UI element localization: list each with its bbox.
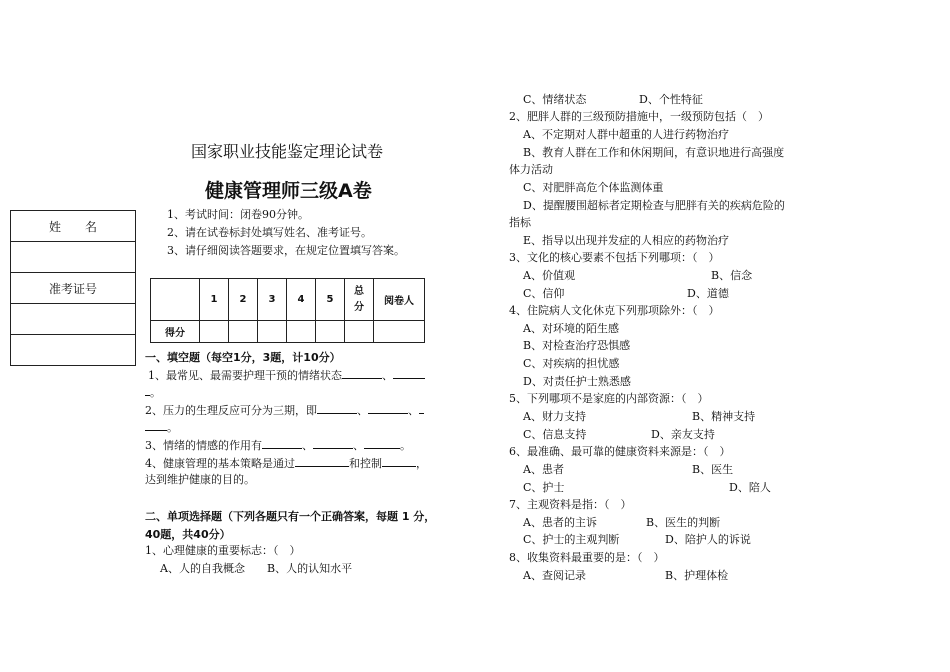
mc-question-3: 3、文化的核心要素不包括下列哪项：（ ） [509,251,720,264]
mc-option: B、人的认知水平 [267,562,353,575]
mc-option: B、对检查治疗恐惧感 [523,339,631,352]
mc-option: B、精神支持 [692,410,756,423]
score-col-grader: 阅卷人 [374,279,425,321]
mc-option: B、医生的判断 [646,516,721,529]
mc-option: D、陪人 [729,481,771,494]
mc-option: D、道德 [687,287,729,300]
score-cell[interactable] [200,321,229,343]
total-label-1: 总 [354,285,364,297]
score-cell[interactable] [345,321,374,343]
instruction-2: 2、请在试卷标封处填写姓名、准考证号。 [167,226,372,239]
mc-option: C、信仰 [523,287,565,300]
mc-option: C、护士的主观判断 [523,533,620,546]
score-cell[interactable] [258,321,287,343]
mc-option-cont: 体力活动 [509,163,553,176]
mc-option: C、护士 [523,481,565,494]
score-corner-cell [151,279,200,321]
section2-heading-1: 二、单项选择题（下列各题只有一个正确答案，每题 1 分， [145,510,436,523]
score-cell[interactable] [287,321,316,343]
mc-question-7: 7、主观资料是指：（ ） [509,498,632,511]
name-field[interactable] [11,242,136,273]
mc-option: C、情绪状态 [523,93,587,106]
question-2-cont: 。 [145,419,178,435]
candidate-info-table [10,210,136,366]
question-3: 3、情绪的情感的作用有 、 、 。 [145,439,411,452]
mc-option: B、信念 [711,269,753,282]
mc-question-6: 6、最准确、最可靠的健康资料来源是：（ ） [509,445,731,458]
score-cell[interactable] [316,321,345,343]
exam-id-field[interactable] [11,304,136,335]
question-4-cont: 达到维护健康的目的。 [145,473,255,486]
score-row-label: 得分 [151,321,200,343]
score-col-2: 2 [229,279,258,321]
question-1-cont: 。 [145,384,161,400]
mc-option: A、查阅记录 [523,569,586,582]
score-col-4: 4 [287,279,316,321]
score-cell[interactable] [229,321,258,343]
section1-heading: 一、填空题（每空1分，3题，计10分） [145,351,341,364]
mc-option-cont: 指标 [509,216,531,229]
mc-question-8: 8、收集资料最重要的是：（ ） [509,551,665,564]
question-2: 2、压力的生理反应可分为三期，即 、 、 [145,402,424,418]
mc-question-5: 5、下列哪项不是家庭的内部资源：（ ） [509,392,709,405]
score-col-1: 1 [200,279,229,321]
mc-option: D、提醒腰围超标者定期检查与肥胖有关的疾病危险的 [523,199,785,212]
blank-cell [11,335,136,366]
section2-heading-2: 40题，共40分） [145,528,231,541]
mc-option: B、护理体检 [665,569,729,582]
total-label-2: 分 [354,301,364,313]
mc-option: B、教育人群在工作和休闲期间，有意识地进行高强度 [523,146,785,159]
score-table [150,278,425,343]
mc-option: C、信息支持 [523,428,587,441]
mc-option: B、医生 [692,463,734,476]
mc-option: A、人的自我概念 [160,562,245,575]
score-col-5: 5 [316,279,345,321]
mc-option: A、财力支持 [523,410,586,423]
exam-paper-title: 健康管理师三级A卷 [205,180,372,202]
mc-option: C、对疾病的担忧感 [523,357,620,370]
mc-option: A、患者 [523,463,564,476]
question-4: 4、健康管理的基本策略是通过 和控制 ， [145,457,427,470]
score-col-3: 3 [258,279,287,321]
mc-option: A、价值观 [523,269,575,282]
score-col-total [345,279,374,321]
mc-option: D、对责任护士熟悉感 [523,375,631,388]
mc-option: A、患者的主诉 [523,516,597,529]
mc-question-2: 2、肥胖人群的三级预防措施中，一级预防包括（ ） [509,110,769,123]
name-label: 姓 名 [11,211,136,242]
mc-option: A、不定期对人群中超重的人进行药物治疗 [523,128,729,141]
mc-question-4: 4、住院病人文化休克下列那项除外：（ ） [509,304,720,317]
mc-option: A、对环境的陌生感 [523,322,619,335]
exam-id-label: 准考证号 [11,273,136,304]
instruction-3: 3、请仔细阅读答题要求，在规定位置填写答案。 [167,244,405,257]
exam-header-title: 国家职业技能鉴定理论试卷 [191,142,384,161]
mc-question-1: 1、心理健康的重要标志：（ ） [145,544,301,557]
question-1: 1、最常见、最需要护理干预的情绪状态 、 [148,367,425,383]
instruction-1: 1、考试时间：闭卷90分钟。 [167,208,309,221]
mc-option: E、指导以出现并发症的人相应的药物治疗 [523,234,730,247]
mc-option: D、亲友支持 [651,428,715,441]
mc-option: D、个性特征 [639,93,703,106]
mc-option: C、对肥胖高危个体监测体重 [523,181,664,194]
mc-option: D、陪护人的诉说 [665,533,751,546]
score-cell[interactable] [374,321,425,343]
